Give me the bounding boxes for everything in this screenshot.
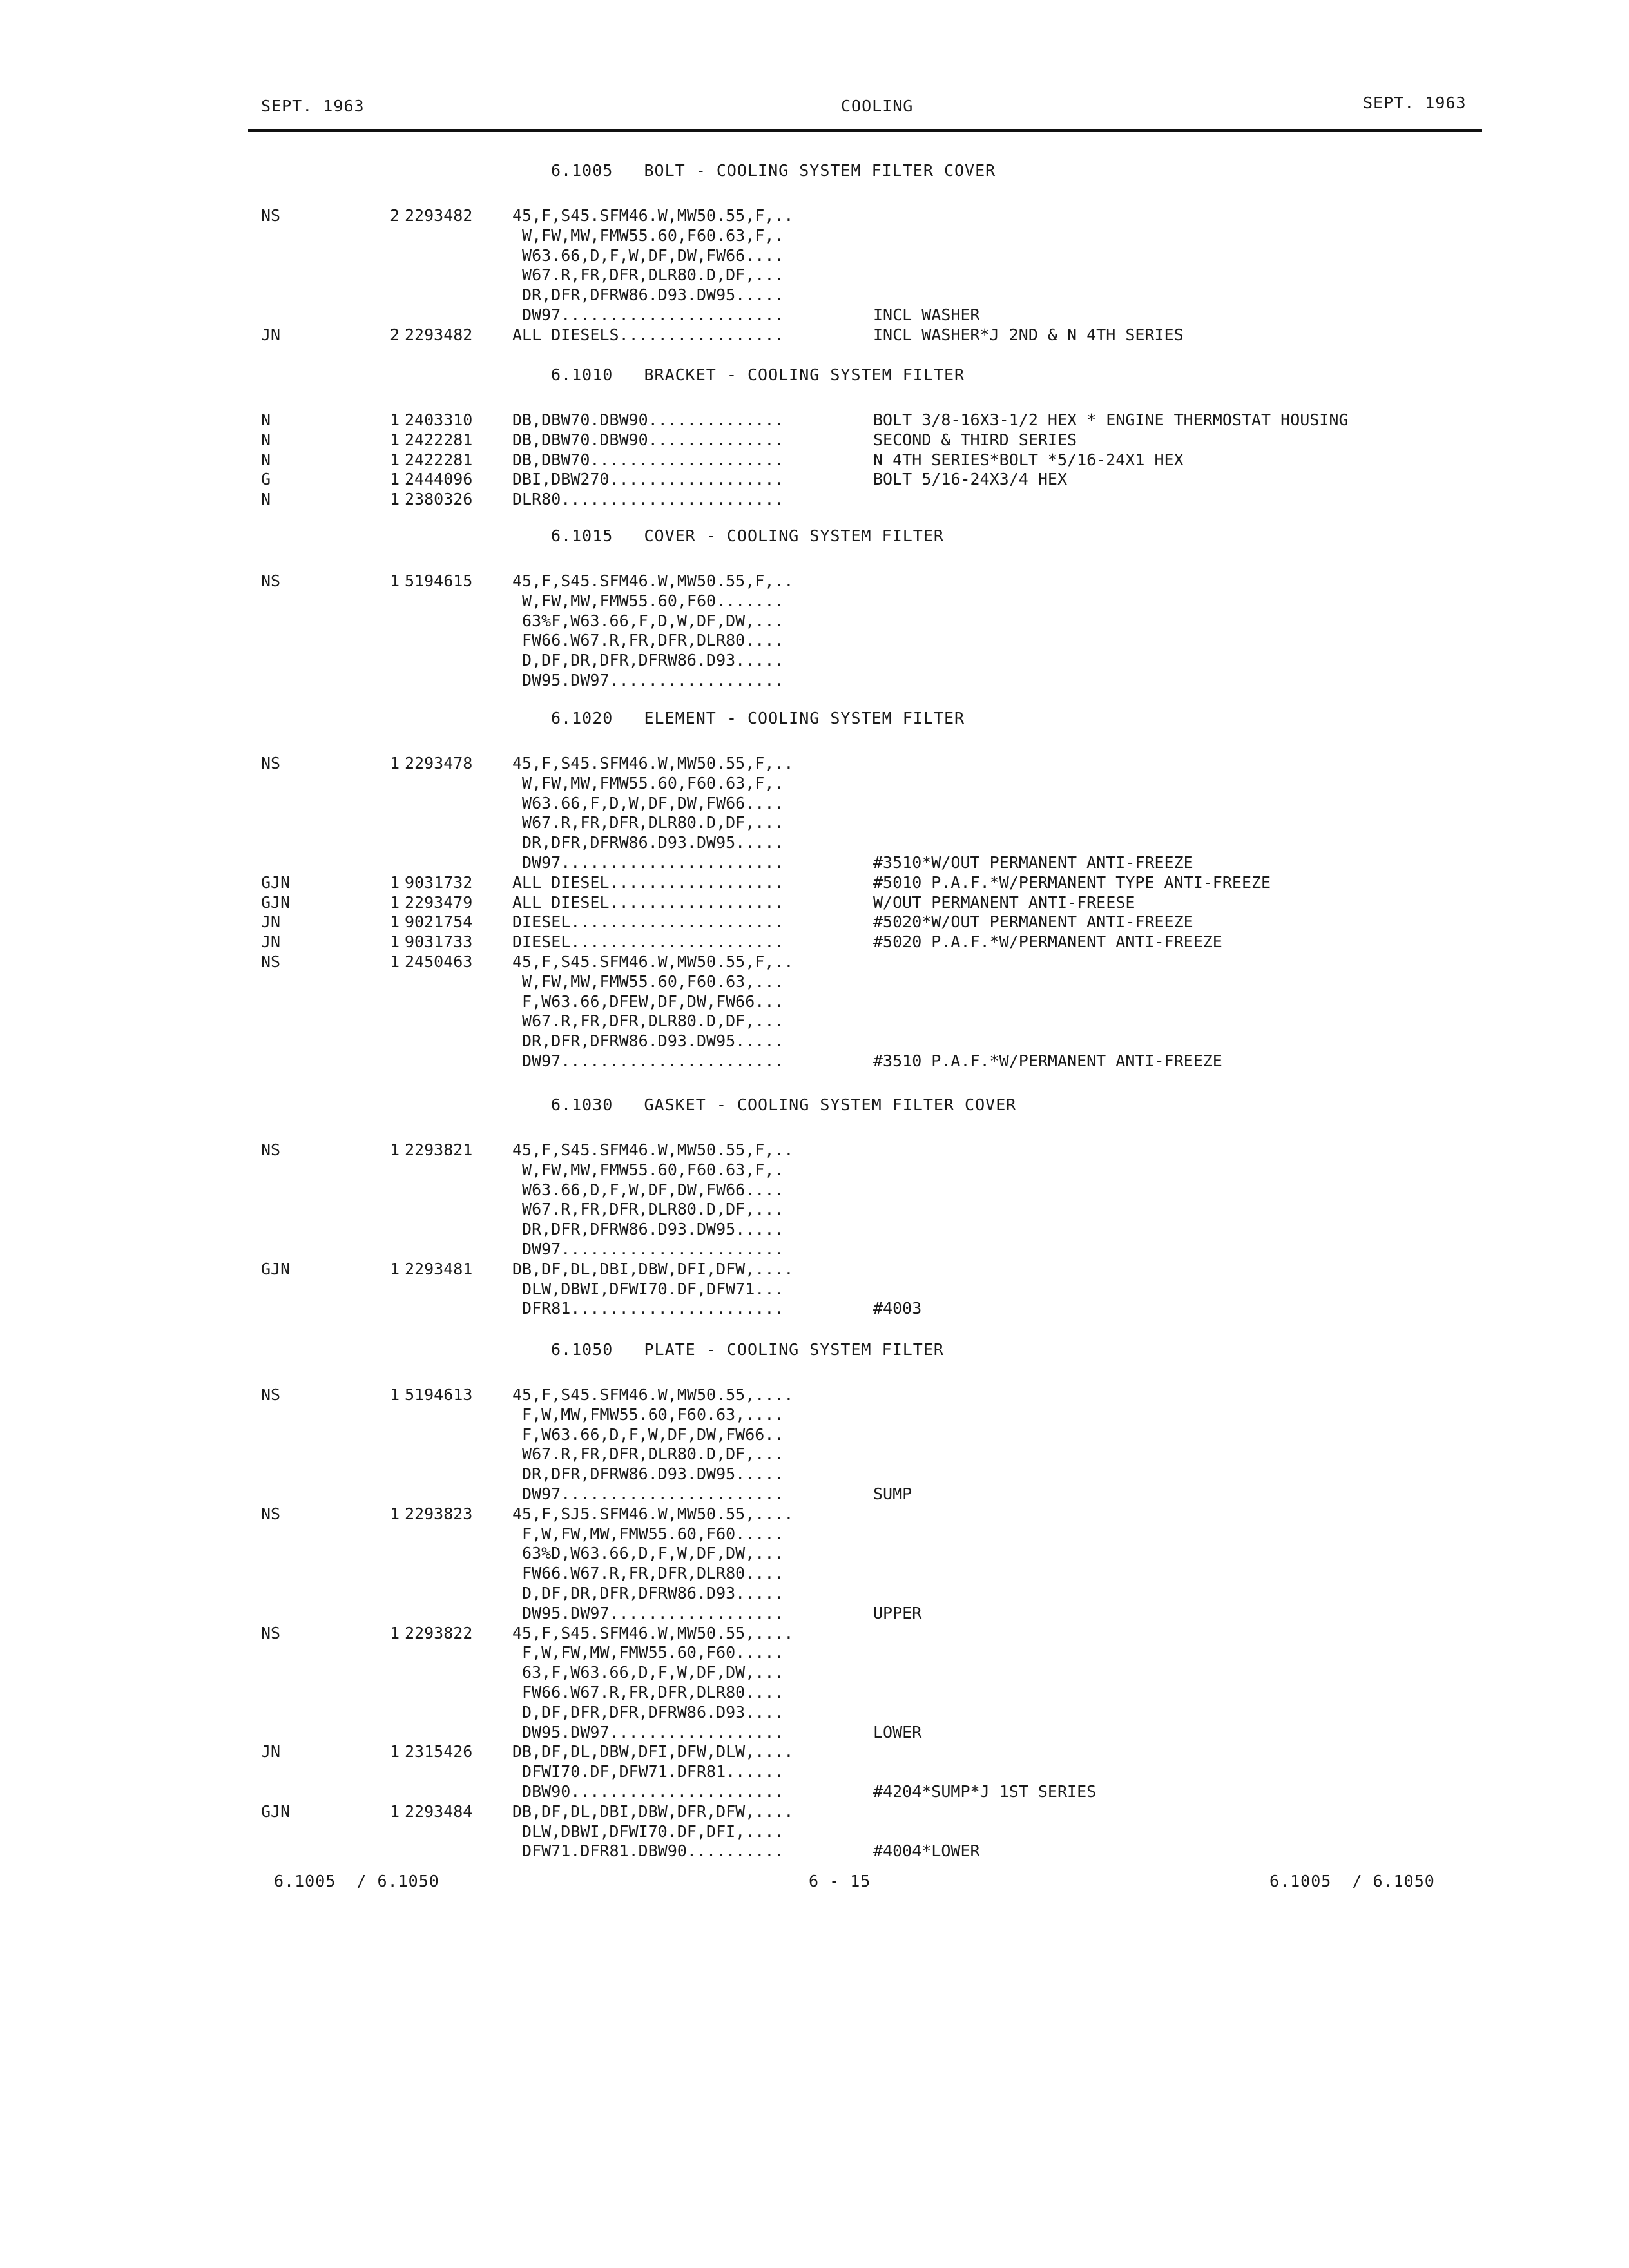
application-models: DW97.......................: [512, 305, 784, 324]
part-note: #5010 P.A.F.*W/PERMANENT TYPE ANTI-FREEZE: [873, 873, 1271, 892]
source-code: N: [261, 490, 271, 508]
part-note: #5020*W/OUT PERMANENT ANTI-FREEZE: [873, 912, 1193, 931]
part-number: 2444096: [405, 470, 473, 488]
application-models: DB,DF,DL,DBI,DBW,DFR,DFW,....: [512, 1802, 794, 1821]
quantity: 1: [390, 873, 400, 892]
quantity: 1: [390, 1140, 400, 1159]
part-note: INCL WASHER*J 2ND & N 4TH SERIES: [873, 325, 1184, 344]
application-models: 63,F,W63.66,D,F,W,DF,DW,...: [512, 1663, 784, 1682]
application-models: W67.R,FR,DFR,DLR80.D,DF,...: [512, 813, 784, 832]
part-note: #4003: [873, 1299, 922, 1318]
quantity: 1: [390, 1504, 400, 1523]
part-number: 2293823: [405, 1504, 473, 1523]
application-models: DB,DBW70.DBW90..............: [512, 410, 784, 429]
part-number: 2293822: [405, 1624, 473, 1642]
application-models: D,DF,DR,DFR,DFRW86.D93.....: [512, 651, 784, 669]
source-code: GJN: [261, 873, 291, 892]
application-models: DR,DFR,DFRW86.D93.DW95.....: [512, 1220, 784, 1238]
part-note: UPPER: [873, 1604, 922, 1622]
source-code: GJN: [261, 1260, 291, 1278]
source-code: JN: [261, 912, 281, 931]
application-models: W63.66,D,F,W,DF,DW,FW66....: [512, 1180, 784, 1199]
part-number: 9031732: [405, 873, 473, 892]
application-models: W67.R,FR,DFR,DLR80.D,DF,...: [512, 1012, 784, 1030]
source-code: NS: [261, 754, 281, 773]
application-models: 45,F,S45.SFM46.W,MW50.55,F,..: [512, 754, 794, 773]
quantity: 1: [390, 1624, 400, 1642]
application-models: DW97.......................: [512, 1240, 784, 1258]
application-models: DIESEL......................: [512, 932, 784, 951]
part-number: 2293482: [405, 206, 473, 225]
part-number: 2293484: [405, 1802, 473, 1821]
part-number: 2450463: [405, 952, 473, 971]
part-number: 2293482: [405, 325, 473, 344]
application-models: F,W,FW,MW,FMW55.60,F60.....: [512, 1643, 784, 1662]
application-models: W,FW,MW,FMW55.60,F60.......: [512, 591, 784, 610]
application-models: 63%F,W63.66,F,D,W,DF,DW,...: [512, 611, 784, 630]
application-models: DB,DBW70.DBW90..............: [512, 430, 784, 449]
application-models: F,W,FW,MW,FMW55.60,F60.....: [512, 1524, 784, 1543]
footer-range-right: 6.1005 / 6.1050: [1269, 1872, 1435, 1890]
source-code: GJN: [261, 893, 291, 912]
quantity: 1: [390, 430, 400, 449]
quantity: 1: [390, 490, 400, 508]
quantity: 1: [390, 410, 400, 429]
application-models: W,FW,MW,FMW55.60,F60.63,F,.: [512, 226, 784, 245]
application-models: DFR81......................: [512, 1299, 784, 1318]
quantity: 1: [390, 1802, 400, 1821]
quantity: 1: [390, 1385, 400, 1404]
source-code: N: [261, 430, 271, 449]
application-models: DR,DFR,DFRW86.D93.DW95.....: [512, 1465, 784, 1483]
application-models: 45,F,S45.SFM46.W,MW50.55,F,..: [512, 572, 794, 590]
application-models: DR,DFR,DFRW86.D93.DW95.....: [512, 1032, 784, 1050]
application-models: W63.66,F,D,W,DF,DW,FW66....: [512, 794, 784, 812]
part-number: 2293478: [405, 754, 473, 773]
quantity: 1: [390, 572, 400, 590]
quantity: 2: [390, 325, 400, 344]
application-models: W,FW,MW,FMW55.60,F60.63,F,.: [512, 774, 784, 793]
quantity: 1: [390, 754, 400, 773]
part-number: 2293821: [405, 1140, 473, 1159]
part-note: #3510 P.A.F.*W/PERMANENT ANTI-FREEZE: [873, 1052, 1222, 1070]
part-number: 9021754: [405, 912, 473, 931]
application-models: F,W63.66,DFEW,DF,DW,FW66...: [512, 992, 784, 1011]
part-number: 9031733: [405, 932, 473, 951]
quantity: 1: [390, 912, 400, 931]
application-models: DLW,DBWI,DFWI70.DF,DFI,....: [512, 1822, 784, 1841]
quantity: 1: [390, 932, 400, 951]
application-models: ALL DIESELS.................: [512, 325, 784, 344]
quantity: 1: [390, 893, 400, 912]
source-code: GJN: [261, 1802, 291, 1821]
section-title: 6.1030 GASKET - COOLING SYSTEM FILTER COVER: [551, 1095, 1017, 1114]
application-models: ALL DIESEL..................: [512, 893, 784, 912]
quantity: 1: [390, 1260, 400, 1278]
source-code: NS: [261, 1140, 281, 1159]
part-number: 2403310: [405, 410, 473, 429]
source-code: N: [261, 450, 271, 469]
section-title: 6.1005 BOLT - COOLING SYSTEM FILTER COVER: [551, 161, 996, 180]
application-models: 45,F,S45.SFM46.W,MW50.55,F,..: [512, 206, 794, 225]
part-number: 2380326: [405, 490, 473, 508]
section-title: 6.1010 BRACKET - COOLING SYSTEM FILTER: [551, 365, 965, 384]
part-note: N 4TH SERIES*BOLT *5/16-24X1 HEX: [873, 450, 1184, 469]
part-note: #3510*W/OUT PERMANENT ANTI-FREEZE: [873, 853, 1193, 872]
application-models: DLW,DBWI,DFWI70.DF,DFW71...: [512, 1280, 784, 1298]
application-models: 45,F,S45.SFM46.W,MW50.55,....: [512, 1385, 794, 1404]
quantity: 1: [390, 450, 400, 469]
part-note: #5020 P.A.F.*W/PERMANENT ANTI-FREEZE: [873, 932, 1222, 951]
quantity: 1: [390, 470, 400, 488]
application-models: DB,DF,DL,DBW,DFI,DFW,DLW,....: [512, 1742, 794, 1761]
application-models: 63%D,W63.66,D,F,W,DF,DW,...: [512, 1544, 784, 1562]
part-number: 2315426: [405, 1742, 473, 1761]
source-code: NS: [261, 1624, 281, 1642]
application-models: 45,F,S45.SFM46.W,MW50.55,F,..: [512, 1140, 794, 1159]
part-number: 5194615: [405, 572, 473, 590]
application-models: 45,F,S45.SFM46.W,MW50.55,F,..: [512, 952, 794, 971]
part-note: INCL WASHER: [873, 305, 980, 324]
part-note: LOWER: [873, 1723, 922, 1742]
part-note: BOLT 5/16-24X3/4 HEX: [873, 470, 1068, 488]
part-number: 2293479: [405, 893, 473, 912]
part-note: W/OUT PERMANENT ANTI-FREESE: [873, 893, 1135, 912]
part-note: #4004*LOWER: [873, 1841, 980, 1860]
source-code: JN: [261, 1742, 281, 1761]
application-models: W63.66,D,F,W,DF,DW,FW66....: [512, 246, 784, 265]
application-models: DW95.DW97..................: [512, 1604, 784, 1622]
application-models: DW97.......................: [512, 1052, 784, 1070]
application-models: W,FW,MW,FMW55.60,F60.63,...: [512, 972, 784, 991]
application-models: F,W63.66,D,F,W,DF,DW,FW66..: [512, 1425, 784, 1444]
application-models: DIESEL......................: [512, 912, 784, 931]
header-date-right: SEPT. 1963: [1363, 93, 1467, 112]
application-models: FW66.W67.R,FR,DFR,DLR80....: [512, 631, 784, 649]
footer-range-left: 6.1005 / 6.1050: [274, 1872, 439, 1890]
application-models: DB,DBW70....................: [512, 450, 784, 469]
application-models: ALL DIESEL..................: [512, 873, 784, 892]
section-title: 6.1015 COVER - COOLING SYSTEM FILTER: [551, 526, 944, 545]
source-code: NS: [261, 206, 281, 225]
application-models: W67.R,FR,DFR,DLR80.D,DF,...: [512, 265, 784, 284]
application-models: 45,F,S45.SFM46.W,MW50.55,....: [512, 1624, 794, 1642]
header-date-left: SEPT. 1963: [261, 97, 365, 115]
source-code: JN: [261, 932, 281, 951]
application-models: DW95.DW97..................: [512, 1723, 784, 1742]
application-models: 45,F,SJ5.SFM46.W,MW50.55,....: [512, 1504, 794, 1523]
source-code: NS: [261, 572, 281, 590]
quantity: 1: [390, 952, 400, 971]
application-models: FW66.W67.R,FR,DFR,DLR80....: [512, 1564, 784, 1582]
application-models: W,FW,MW,FMW55.60,F60.63,F,.: [512, 1160, 784, 1179]
application-models: DW95.DW97..................: [512, 671, 784, 689]
source-code: N: [261, 410, 271, 429]
application-models: DFW71.DFR81.DBW90..........: [512, 1841, 784, 1860]
application-models: DW97.......................: [512, 853, 784, 872]
part-note: SECOND & THIRD SERIES: [873, 430, 1077, 449]
application-models: DR,DFR,DFRW86.D93.DW95.....: [512, 833, 784, 852]
application-models: W67.R,FR,DFR,DLR80.D,DF,...: [512, 1200, 784, 1218]
header-section-title: COOLING: [841, 97, 914, 115]
source-code: JN: [261, 325, 281, 344]
section-title: 6.1050 PLATE - COOLING SYSTEM FILTER: [551, 1340, 944, 1359]
source-code: NS: [261, 952, 281, 971]
quantity: 2: [390, 206, 400, 225]
part-number: 2422281: [405, 450, 473, 469]
application-models: D,DF,DFR,DFR,DFRW86.D93....: [512, 1703, 784, 1722]
part-note: SUMP: [873, 1485, 912, 1503]
quantity: 1: [390, 1742, 400, 1761]
footer-page-number: 6 - 15: [809, 1872, 871, 1890]
header-rule: [248, 129, 1482, 132]
application-models: F,W,MW,FMW55.60,F60.63,....: [512, 1405, 784, 1424]
source-code: NS: [261, 1504, 281, 1523]
part-number: 2422281: [405, 430, 473, 449]
part-note: #4204*SUMP*J 1ST SERIES: [873, 1782, 1097, 1801]
part-note: BOLT 3/8-16X3-1/2 HEX * ENGINE THERMOSTAT HOUSING: [873, 410, 1349, 429]
application-models: DW97.......................: [512, 1485, 784, 1503]
source-code: NS: [261, 1385, 281, 1404]
part-number: 5194613: [405, 1385, 473, 1404]
application-models: D,DF,DR,DFR,DFRW86.D93.....: [512, 1584, 784, 1602]
application-models: DFWI70.DF,DFW71.DFR81......: [512, 1762, 784, 1781]
application-models: DR,DFR,DFRW86.D93.DW95.....: [512, 285, 784, 304]
application-models: DLR80.......................: [512, 490, 784, 508]
application-models: FW66.W67.R,FR,DFR,DLR80....: [512, 1683, 784, 1702]
application-models: DBI,DBW270..................: [512, 470, 784, 488]
section-title: 6.1020 ELEMENT - COOLING SYSTEM FILTER: [551, 709, 965, 727]
part-number: 2293481: [405, 1260, 473, 1278]
application-models: DB,DF,DL,DBI,DBW,DFI,DFW,....: [512, 1260, 794, 1278]
application-models: DBW90......................: [512, 1782, 784, 1801]
application-models: W67.R,FR,DFR,DLR80.D,DF,...: [512, 1445, 784, 1463]
source-code: G: [261, 470, 271, 488]
